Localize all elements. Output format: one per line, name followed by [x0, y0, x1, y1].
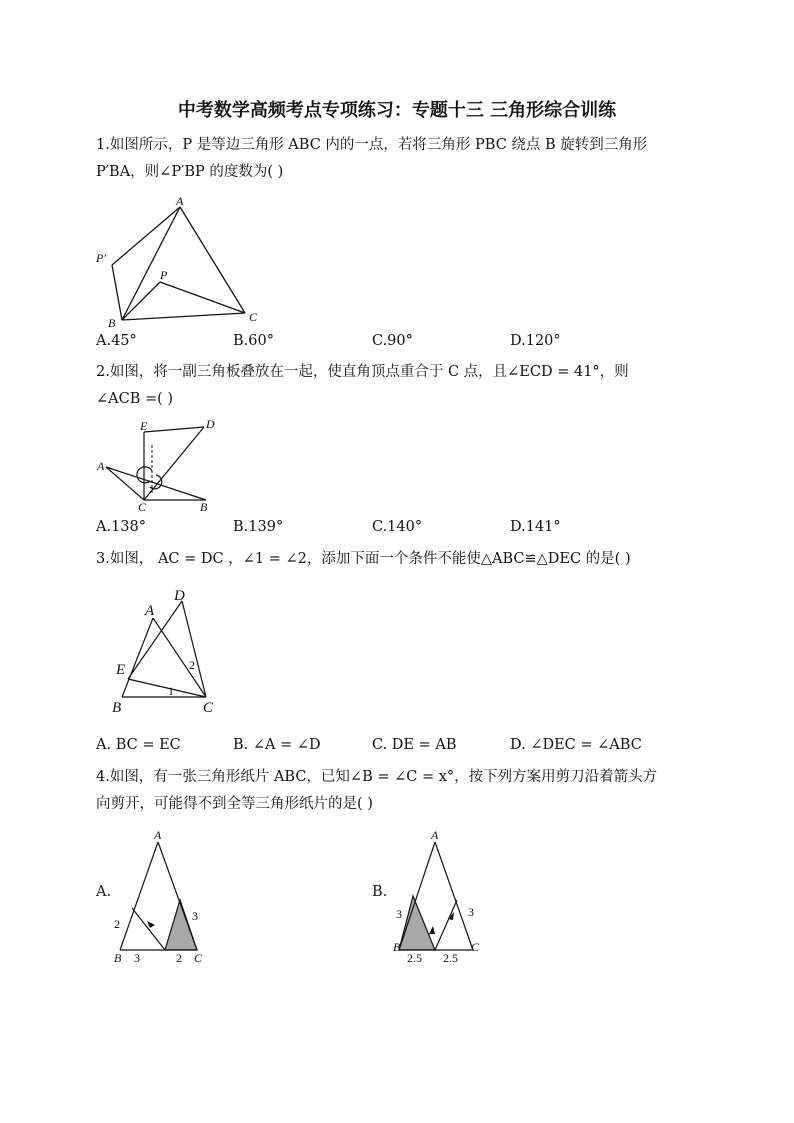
q4a-label-base2: 2 — [176, 951, 182, 965]
q1-label-p-prime: P′ — [96, 251, 106, 265]
q4a-label-left: 2 — [114, 917, 120, 931]
q1-option-b[interactable]: B.60° — [233, 333, 274, 349]
q2-label-e: E — [140, 419, 148, 433]
q3-edge-ac — [153, 618, 206, 697]
question-1-line1: 1.如图所示，P 是等边三角形 ABC 内的一点，若将三角形 PBC 绕点 B 旋转到三角形 — [96, 137, 648, 153]
q1-edge-bc — [122, 313, 245, 320]
q4a-label-right: 3 — [192, 909, 198, 923]
q4b-label-base2: 2.5 — [443, 951, 458, 965]
q3-option-a[interactable]: A. BC = EC — [96, 737, 181, 753]
q1-edge-ac — [180, 207, 245, 313]
q1-edge-p1b — [112, 265, 122, 320]
q4b-label-a: A — [431, 828, 439, 842]
q4b-label-b: B — [393, 940, 401, 954]
q4b-label-base1: 2.5 — [407, 951, 422, 965]
q3-option-d[interactable]: D. ∠DEC = ∠ABC — [510, 737, 642, 753]
q2-option-c[interactable]: C.140° — [372, 519, 423, 535]
q2-option-d[interactable]: D.141° — [510, 519, 561, 535]
q1-edge-pc — [160, 282, 245, 313]
q2-label-c: C — [138, 500, 147, 514]
question-1-text — [96, 132, 647, 186]
q3-edge-ec — [128, 679, 206, 697]
q4b-shaded-triangle — [399, 896, 435, 950]
q4a-arrow-icon — [147, 921, 155, 928]
q3-label-c: C — [203, 700, 214, 716]
q1-edge-p1a — [112, 207, 180, 265]
q3-label-a: A — [145, 603, 155, 619]
q2-edge-ca — [106, 467, 144, 500]
q1-edge-pb — [122, 282, 160, 320]
q2-option-b[interactable]: B.139° — [233, 519, 284, 535]
q2-edge-ab — [106, 467, 206, 500]
page-title: 中考数学高频考点专项练习：专题十三 三角形综合训练 — [177, 100, 617, 121]
q4b-label-c: C — [471, 940, 480, 954]
q3-label-angle-1: 1 — [168, 684, 174, 698]
question-2-figure — [94, 415, 224, 515]
question-2-line1: 2.如图，将一副三角板叠放在一起，使直角顶点重合于 C 点，且∠ECD = 41°，则 — [96, 364, 629, 380]
q1-label-a: A — [176, 194, 184, 208]
question-4-line2: 向剪开，可能得不到全等三角形纸片的是( ) — [96, 796, 373, 812]
q3-edge-dc — [182, 601, 206, 697]
q3-option-b[interactable]: B. ∠A = ∠D — [233, 737, 321, 753]
q4a-label-c: C — [194, 951, 203, 965]
q1-edge-ab — [122, 207, 180, 320]
q1-option-a[interactable]: A.45° — [96, 333, 137, 349]
question-2-line2: ∠ACB =( ) — [96, 391, 174, 407]
q4b-edge-ac — [435, 842, 473, 950]
question-3-text — [96, 546, 631, 573]
q2-option-a[interactable]: A.138° — [96, 519, 147, 535]
q4-figure-b — [385, 828, 490, 963]
question-1-line2: P′BA，则∠P′BP 的度数为( ) — [96, 164, 284, 180]
q3-edge-ed — [128, 601, 182, 679]
q3-label-angle-2: 2 — [189, 658, 195, 672]
q4a-cut-line — [132, 908, 165, 950]
q4b-label-left: 3 — [396, 907, 402, 921]
q4b-label-right: 3 — [468, 905, 474, 919]
q3-label-d: D — [174, 588, 185, 604]
q4b-cut-line — [435, 900, 457, 950]
question-3-figure — [108, 585, 228, 720]
q4a-label-base1: 3 — [134, 951, 140, 965]
q3-option-c[interactable]: C. DE = AB — [372, 737, 457, 753]
q4a-label-a: A — [154, 828, 162, 842]
q2-label-d: D — [206, 417, 215, 431]
question-4-line1: 4.如图，有一张三角形纸片 ABC，已知∠B = ∠C = x°，按下列方案用剪刀沿着箭头方 — [96, 769, 658, 785]
q1-option-c[interactable]: C.90° — [372, 333, 413, 349]
q1-label-p: P — [160, 268, 168, 282]
q1-label-c: C — [249, 310, 258, 324]
q4-figure-a — [110, 828, 215, 963]
q4-option-b[interactable]: B. — [372, 884, 388, 900]
q4a-shaded-triangle — [165, 900, 197, 950]
q3-label-b: B — [112, 700, 122, 716]
q2-label-b: B — [200, 500, 208, 514]
question-4-text — [96, 764, 657, 818]
q1-label-b: B — [108, 316, 116, 330]
question-2-text — [96, 359, 629, 413]
q4-option-a[interactable]: A. — [96, 884, 112, 900]
q3-edge-ba — [122, 618, 153, 697]
q2-label-a: A — [97, 459, 105, 473]
q4a-label-b: B — [114, 951, 122, 965]
q2-edge-ed — [144, 427, 204, 432]
q3-label-e: E — [116, 662, 126, 678]
question-3-line1: 3.如图， AC = DC ，∠1 = ∠2，添加下面一个条件不能使△ABC≌△DEC 的是( ) — [96, 551, 631, 567]
q1-option-d[interactable]: D.120° — [510, 333, 561, 349]
q4b-arrow-icon-1 — [429, 926, 435, 934]
question-1-figure — [90, 195, 270, 330]
